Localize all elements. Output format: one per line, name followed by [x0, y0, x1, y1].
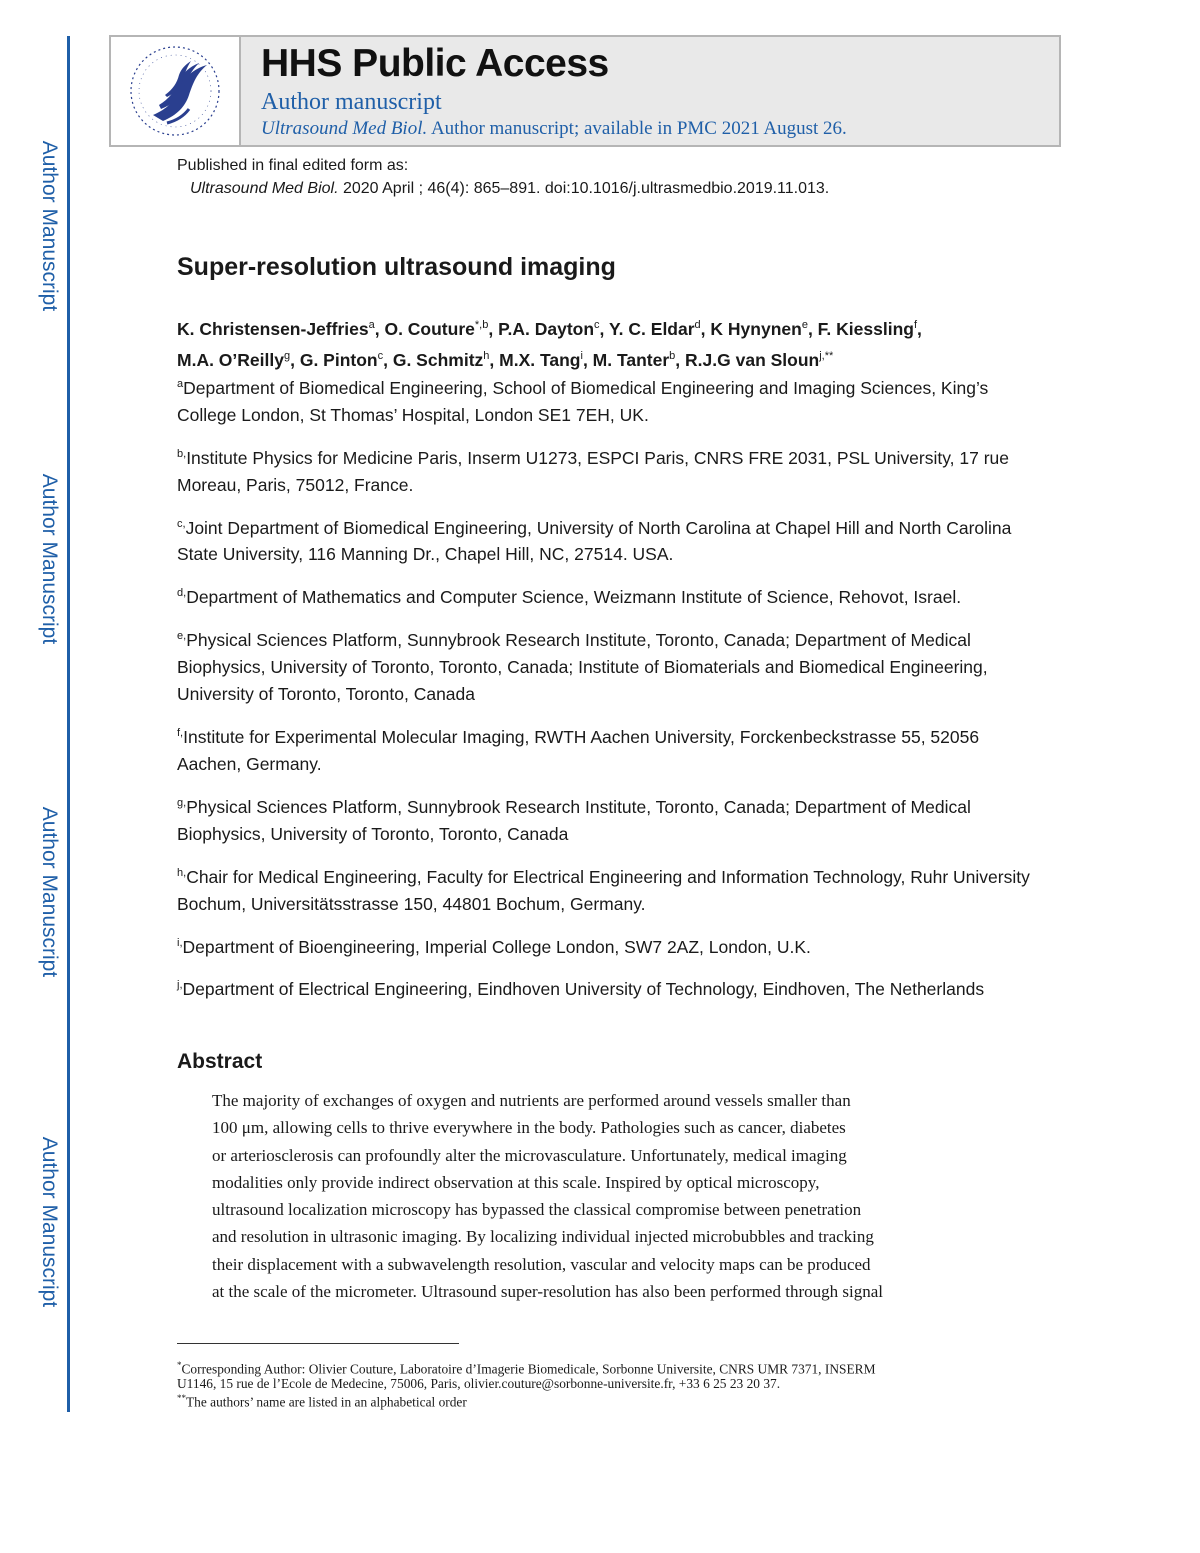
affiliation-list: [177, 371, 1037, 1015]
published-in-label: Published in final edited form as:: [177, 157, 409, 174]
author-separator: ,: [582, 349, 593, 370]
hhs-logo: [111, 37, 241, 145]
abstract-line: and resolution in ultrasonic imaging. By localizing individual injected microbubbles and tracking: [212, 1227, 874, 1247]
affiliation-mark: h,: [177, 866, 187, 879]
abstract-line: or arteriosclerosis can profoundly alter the microvasculature. Unfortunately, medical imaging: [212, 1145, 847, 1165]
author-affiliation-mark: c: [594, 319, 600, 331]
author-name: O. Couture: [384, 318, 475, 339]
footnote-rule: [177, 1343, 459, 1344]
availability-line: [261, 118, 847, 140]
footnote-line: U1146, 15 rue de l’Ecole de Medecine, 75006, Paris, olivier.couture@sorbonne-universite.fr, +33 6 25 23 20 37.: [177, 1376, 781, 1392]
abstract-line: 100 μm, allowing cells to thrive everywhere in the body. Pathologies such as cancer, diabetes: [212, 1118, 846, 1138]
citation-journal: Ultrasound Med Biol.: [190, 180, 339, 197]
author-separator: ,: [700, 318, 711, 339]
side-label: [34, 792, 64, 992]
author-name: K. Christensen-Jeffries: [177, 318, 369, 339]
affiliation: [177, 930, 1037, 961]
footnote-mark: **: [177, 1393, 186, 1404]
author-affiliation-mark: f: [913, 319, 918, 331]
author-separator: ,: [383, 349, 393, 370]
abstract-heading: Abstract: [177, 1050, 263, 1073]
affiliation-text: Physical Sciences Platform, Sunnybrook Research Institute, Toronto, Canada; Department of Medical Biophysics, University of Toronto, Toronto, Canada: [177, 796, 971, 844]
availability-text: Author manuscript; available in PMC 2021 August 26.: [430, 118, 847, 139]
author-affiliation-mark: c: [377, 349, 384, 362]
author-separator: ,: [290, 349, 300, 370]
affiliation-text: Department of Bioengineering, Imperial College London, SW7 2AZ, London, U.K.: [182, 936, 811, 957]
affiliation: [177, 441, 1037, 499]
footnote-text: The authors’ name are listed in an alphabetical order: [186, 1394, 467, 1410]
affiliation-text: Department of Mathematics and Computer Science, Weizmann Institute of Science, Rehovot, Israel.: [186, 587, 962, 608]
footnotes: [177, 1358, 1037, 1410]
abstract-line: their displacement with a subwavelength resolution, vascular and velocity maps can be produced: [212, 1254, 871, 1274]
author-affiliation-mark: i: [580, 349, 583, 362]
author-name: G. Pinton: [299, 349, 378, 370]
affiliation-mark: a: [177, 378, 184, 390]
affiliation: [177, 580, 1037, 611]
abstract-body: [212, 1087, 992, 1305]
affiliation-text: Physical Sciences Platform, Sunnybrook Research Institute, Toronto, Canada; Department of Medical Biophysics, University of Toronto, Toronto, Canada; Institute of Biomaterials and Biomedical Engineering, University of Toronto, Toronto, Canada: [177, 630, 988, 705]
author-name: K Hynynen: [710, 318, 802, 339]
author-separator: ,: [675, 349, 686, 370]
side-label-text: Author Manuscript: [38, 140, 62, 312]
author-separator: ,: [599, 318, 609, 339]
abstract-line: The majority of exchanges of oxygen and nutrients are performed around vessels smaller than: [212, 1091, 851, 1110]
author-name: F. Kiessling: [817, 318, 914, 339]
footnote-text: Corresponding Author: Olivier Couture, Laboratoire d’Imagerie Biomedicale, Sorbonne Universite, CNRS UMR 7371, INSERM: [181, 1361, 876, 1377]
author-affiliation-mark: g: [283, 349, 291, 362]
author-name: R.J.G van Sloun: [685, 349, 820, 370]
author-name: M.X. Tang: [499, 349, 581, 370]
author-affiliation-mark: e: [801, 319, 808, 331]
affiliation-text: Chair for Medical Engineering, Faculty for Electrical Engineering and Information Technology, Ruhr University Bochum, Universitätsstrasse 150, 44801 Bochum, Germany.: [177, 866, 1030, 914]
affiliation-mark: b,: [177, 447, 187, 460]
hhs-header: [109, 35, 1061, 147]
journal-abbrev: Ultrasound Med Biol.: [261, 118, 428, 139]
affiliation-text: Department of Biomedical Engineering, School of Biomedical Engineering and Imaging Sciences, King’s College London, St Thomas’ Hospital, London SE1 7EH, UK.: [177, 377, 989, 425]
side-label-text: Author Manuscript: [38, 1136, 62, 1308]
affiliation: [177, 790, 1037, 848]
abstract-line: modalities only provide indirect observation at this scale. Inspired by optical microscopy,: [212, 1172, 820, 1192]
affiliation-text: Institute for Experimental Molecular Imaging, RWTH Aachen University, Forckenbeckstrasse 55, 52056 Aachen, Germany.: [177, 726, 980, 774]
affiliation-text: Institute Physics for Medicine Paris, Inserm U1273, ESPCI Paris, CNRS FRE 2031, PSL University, 17 rue Moreau, Paris, 75012, France.: [177, 447, 1009, 495]
affiliation-mark: c,: [177, 517, 186, 530]
side-rule: [67, 36, 70, 1412]
author-name: M.A. O’Reilly: [177, 349, 284, 370]
author-affiliation-mark: b: [669, 349, 676, 362]
author-separator: ,: [917, 318, 922, 339]
citation-details: 2020 April ; 46(4): 865–891. doi:10.1016/j.ultrasmedbio.2019.11.013.: [342, 180, 830, 197]
footnote-line: [177, 1391, 1037, 1409]
author-name: Y. C. Eldar: [608, 318, 695, 339]
footnote-line: [177, 1358, 1037, 1376]
side-label-text: Author Manuscript: [38, 806, 62, 978]
affiliation-mark: e,: [177, 630, 187, 643]
author-affiliation-mark: a: [368, 319, 375, 331]
affiliation-mark: j,: [177, 979, 183, 992]
author-separator: ,: [489, 349, 500, 370]
affiliation: [177, 371, 1037, 429]
affiliation: [177, 860, 1037, 918]
affiliation-mark: d,: [177, 587, 187, 600]
author-affiliation-mark: j,**: [819, 349, 834, 362]
hhs-public-access-title: HHS Public Access: [261, 42, 609, 85]
footnote-mark: *: [177, 1360, 182, 1370]
side-label-text: Author Manuscript: [38, 473, 62, 645]
side-label: [34, 459, 64, 659]
publication-citation: [190, 180, 829, 198]
side-label: [34, 126, 64, 326]
affiliation: [177, 720, 1037, 778]
author-separator: ,: [374, 318, 385, 339]
author-separator: ,: [807, 318, 818, 339]
side-label: [34, 1122, 64, 1322]
affiliation: [177, 511, 1037, 569]
affiliation-mark: f,: [177, 727, 184, 740]
hhs-eagle-seal-icon: [123, 43, 227, 139]
abstract-line: ultrasound localization microscopy has bypassed the classical compromise between penetration: [212, 1200, 862, 1220]
affiliation: [177, 972, 1037, 1003]
author-affiliation-mark: d: [694, 319, 701, 331]
article-title: Super-resolution ultrasound imaging: [177, 253, 616, 281]
author-affiliation-mark: h: [483, 349, 490, 362]
author-manuscript-label: Author manuscript: [261, 89, 442, 115]
affiliation: [177, 623, 1037, 708]
author-name: M. Tanter: [592, 349, 670, 370]
author-affiliation-mark: *,b: [474, 319, 489, 331]
author-list: [177, 312, 1057, 374]
abstract-line: at the scale of the micrometer. Ultrasound super-resolution has also been performed through signal: [212, 1282, 883, 1302]
affiliation-mark: g,: [177, 796, 187, 809]
author-separator: ,: [488, 318, 499, 339]
affiliation-text: Department of Electrical Engineering, Eindhoven University of Technology, Eindhoven, The Netherlands: [182, 979, 985, 1000]
affiliation-mark: i,: [177, 936, 183, 949]
affiliation-text: Joint Department of Biomedical Engineering, University of North Carolina at Chapel Hill and North Carolina State University, 116 Manning Dr., Chapel Hill, NC, 27514. USA.: [177, 517, 1012, 565]
author-name: G. Schmitz: [392, 349, 484, 370]
author-name: P.A. Dayton: [498, 318, 595, 339]
